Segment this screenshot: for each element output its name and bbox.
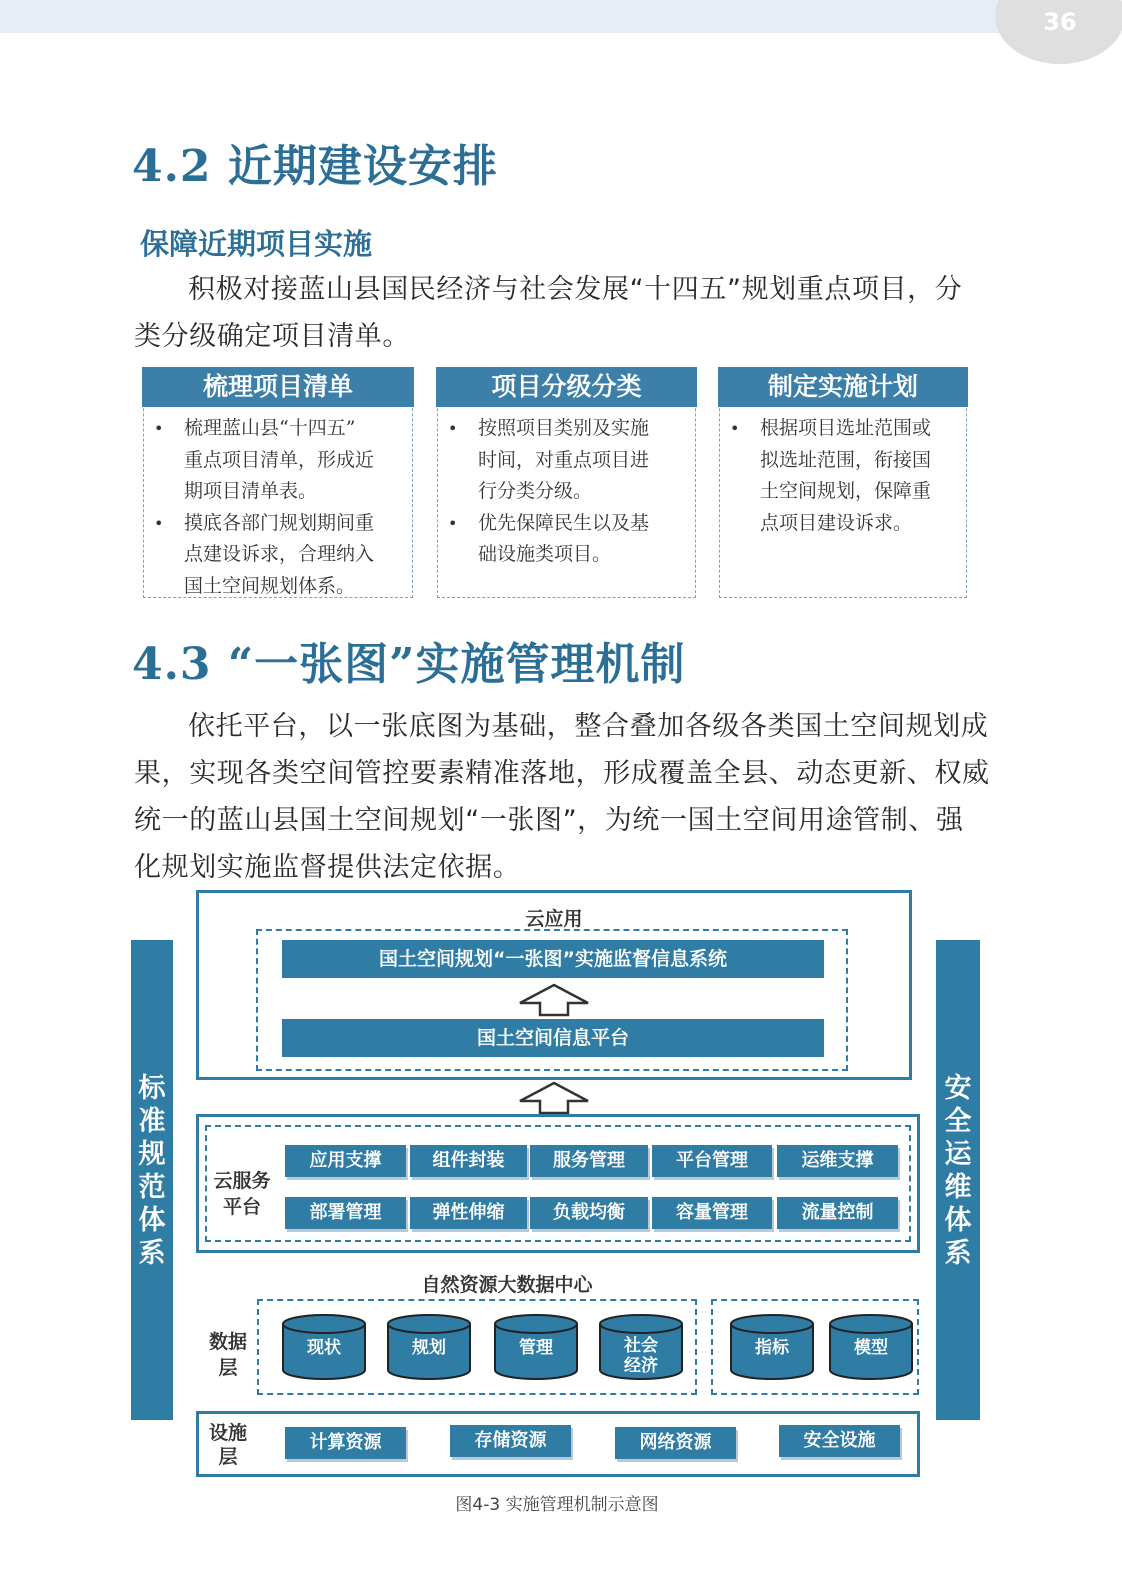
database-model-cylinder — [828, 1314, 914, 1380]
list-item — [144, 508, 406, 603]
service-chip: 容量管理 — [652, 1197, 772, 1229]
cloud-service-label — [206, 1168, 278, 1220]
facility-chip: 存储资源 — [450, 1425, 571, 1457]
standards-system-sidebar — [131, 940, 173, 1420]
card-title: 制定实施计划 — [718, 367, 968, 407]
database-planning-cylinder — [386, 1314, 472, 1380]
service-chip: 服务管理 — [530, 1145, 648, 1177]
database-socioeconomic-cylinder — [598, 1314, 684, 1380]
facility-chip: 计算资源 — [285, 1427, 406, 1459]
para-line: 果，实现各类空间管控要素精准落地，形成覆盖全县、动态更新、权威 — [134, 758, 990, 789]
list-item-line: 国土空间规划体系。 — [184, 574, 356, 597]
para-line: 统一的蓝山县国土空间规划“一张图”，为统一国土空间用途管制、强 — [134, 805, 964, 836]
para-line: 化规划实施监督提供法定依据。 — [134, 852, 521, 883]
card-implementation-plan — [719, 368, 967, 598]
card-project-grading — [437, 368, 696, 598]
para-line: 类分级确定项目清单。 — [134, 321, 410, 352]
list-item — [438, 413, 693, 508]
data-center-label: 自然资源大数据中心 — [421, 1274, 593, 1296]
label-line: 层 — [218, 1446, 238, 1468]
header-bar — [0, 0, 1060, 33]
service-chip: 平台管理 — [652, 1145, 772, 1177]
card-title: 梳理项目清单 — [142, 367, 414, 407]
sidebar-label: 安全运维体系 — [944, 1073, 972, 1269]
service-chip: 组件封装 — [410, 1145, 527, 1177]
label-line: 社会 — [624, 1336, 658, 1356]
label-line: 平台 — [222, 1196, 261, 1218]
para-line: 依托平台，以一张底图为基础，整合叠加各级各类国土空间规划成 — [188, 711, 989, 742]
card-project-list — [143, 368, 413, 598]
card-title: 项目分级分类 — [436, 367, 697, 407]
service-chip: 部署管理 — [285, 1197, 406, 1229]
facility-layer-label — [202, 1421, 254, 1469]
list-item — [438, 508, 693, 571]
section-43-paragraph — [134, 703, 990, 891]
list-item-line: • 优先保障民生以及基 — [478, 511, 650, 534]
label-line: 设施 — [208, 1422, 247, 1444]
cylinder-label: 现状 — [307, 1338, 341, 1358]
figure-caption: 图4-3 实施管理机制示意图 — [455, 1495, 659, 1515]
list-item-line: 期项目清单表。 — [184, 480, 318, 502]
list-item-line: • 梳理蓝山县“十四五” — [184, 417, 356, 439]
service-chip: 负载均衡 — [530, 1197, 648, 1229]
section-42-subtitle: 保障近期项目实施 — [140, 227, 373, 261]
list-item-line: 点项目建设诉求。 — [760, 511, 913, 534]
list-item-line: 行分类分级。 — [478, 480, 593, 502]
up-arrow-icon — [516, 1081, 592, 1115]
cylinder-label: 模型 — [854, 1338, 888, 1358]
list-item-line: 拟选址范围，衔接国 — [760, 448, 932, 471]
list-item-line: 土空间规划，保障重 — [760, 480, 932, 502]
list-item-line: • 按照项目类别及实施 — [478, 417, 650, 439]
database-management-cylinder — [493, 1314, 579, 1380]
label-line: 数据 — [208, 1331, 247, 1353]
label-line: 层 — [218, 1357, 238, 1379]
section-42-title: 4.2 近期建设安排 — [132, 141, 498, 192]
section-43-title: 4.3 “一张图”实施管理机制 — [132, 639, 686, 690]
list-item-line: • 摸底各部门规划期间重 — [184, 511, 375, 534]
list-item-line: • 根据项目选址范围或 — [760, 417, 932, 439]
list-item-line: 重点项目清单，形成近 — [184, 448, 375, 471]
facility-chip: 安全设施 — [779, 1425, 900, 1457]
sidebar-label: 标准规范体系 — [138, 1073, 166, 1269]
cylinder-label: 管理 — [519, 1338, 553, 1358]
facility-chip: 网络资源 — [615, 1427, 736, 1459]
service-chip: 应用支撑 — [285, 1145, 406, 1177]
list-item-line: 点建设诉求，合理纳入 — [184, 543, 375, 565]
list-item-line: 时间，对重点项目进 — [478, 448, 650, 471]
label-line: 经济 — [624, 1356, 658, 1376]
list-item-line: 础设施类项目。 — [478, 543, 612, 565]
para-line: 积极对接蓝山县国民经济与社会发展“十四五”规划重点项目，分 — [188, 274, 963, 305]
page-number: 36 — [1043, 8, 1077, 36]
list-item — [720, 413, 964, 539]
spatial-info-platform-bar: 国土空间信息平台 — [282, 1019, 824, 1057]
data-layer-label — [203, 1329, 253, 1381]
service-chip: 流量控制 — [777, 1197, 898, 1229]
database-indicator-cylinder — [729, 1314, 815, 1380]
cloud-app-label: 云应用 — [525, 908, 583, 930]
ops-security-sidebar — [936, 940, 980, 1420]
list-item — [144, 413, 406, 508]
supervision-system-bar: 国土空间规划“一张图”实施监督信息系统 — [282, 940, 824, 978]
cylinder-label: 指标 — [755, 1338, 789, 1358]
up-arrow-icon — [516, 983, 592, 1017]
service-chip: 弹性伸缩 — [410, 1197, 527, 1229]
database-status-cylinder — [281, 1314, 367, 1380]
section-42-paragraph — [134, 266, 962, 360]
cylinder-label — [598, 1336, 684, 1376]
label-line: 云服务 — [213, 1170, 271, 1192]
service-chip: 运维支撑 — [777, 1145, 898, 1177]
cylinder-label: 规划 — [412, 1338, 446, 1358]
